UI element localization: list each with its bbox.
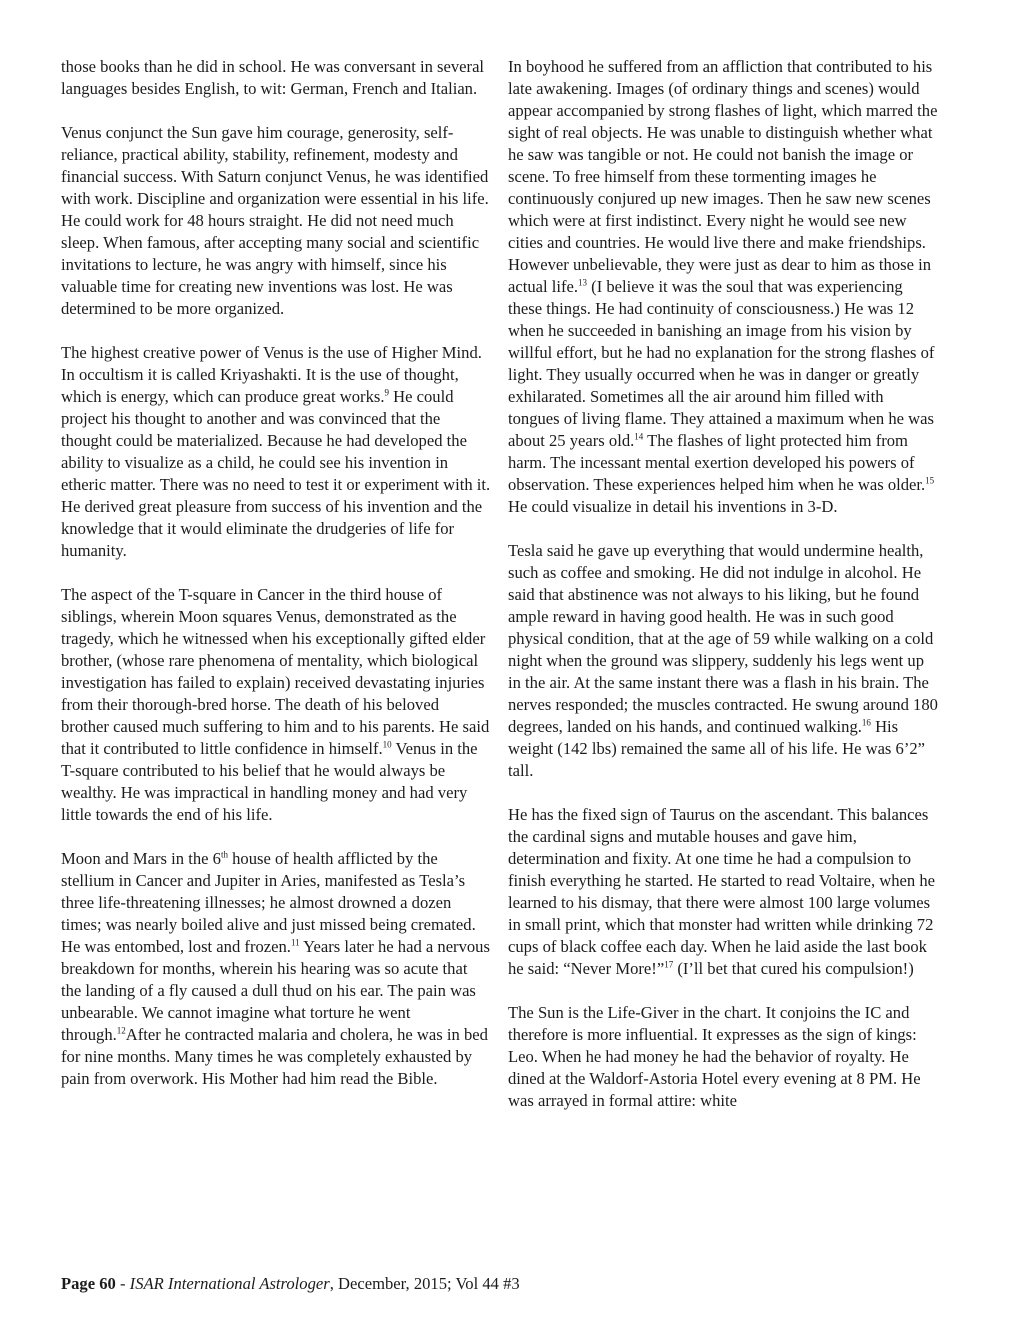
issue-info: , December, 2015; Vol 44 #3 (329, 1274, 520, 1293)
left-column (61, 56, 491, 1090)
footnote-ref: 15 (925, 475, 935, 486)
paragraph-health: Tesla said he gave up everything that would undermine health, such as coffee and smoking. He did not indulge in alcohol. He said that abstinence was not always to his liking, but he found ample reward in having good health. He was in such good physical condition, that at the age of 59 while walking on a cold night when the ground was slippery, suddenly his legs went up in the air. At the same instant there was a flash in his brain. The nerves responded; the muscles contracted. He swung around 180 degrees, landed on his hands, and continued walking.$^{16}$ His weight (142 lbs) remained the same all of his life. He was 6’2” tall. (508, 541, 938, 780)
footnote-ref: 11 (290, 937, 300, 948)
publication-title: ISAR International Astrologer (129, 1274, 330, 1293)
paragraph-higher-mind: The highest creative power of Venus is the use of Higher Mind. In occultism it is called Kriyashakti. It is the use of thought, which is energy, which can produce great works.$^9$ He could project his thought to another and was convinced that the thought could be materialized. Because he had developed the ability to visualize as a child, he could see his invention in etheric matter. There was no need to test it or experiment with it. He derived great pleasure from success of his invention and the knowledge that it would eliminate the drudgeries of life for humanity. (61, 343, 491, 560)
ordinal-suffix: th (220, 849, 228, 860)
page-footer (61, 1274, 520, 1294)
paragraph-venus-sun: Venus conjunct the Sun gave him courage, generosity, self-reliance, practical ability, stability, refinement, modesty and financial success. With Saturn conjunct Venus, he was identified with work. Discipline and organization were essential in his life. He could work for 48 hours straight. He did not need much sleep. When famous, after accepting many social and scientific invitations to lecture, he was angry with himself, since his valuable time for creating new inventions was lost. He was determined to be more organized. (61, 123, 489, 318)
page-number: Page 60 (61, 1274, 116, 1293)
paragraph-moon-mars: Moon and Mars in the 6th house of health afflicted by the stellium in Cancer and Jupiter in Aries, manifested as Tesla’s three life-threatening illnesses; he almost drowned a dozen times; was nearly boiled alive and just missed being cremated. He was entombed, lost and frozen.$^{11}$ Years later he had a nervous breakdown for months, wherein his hearing was so acute that the landing of a fly caused a dull thud on his ear. The pain was unbearable. We cannot imagine what torture he went through.$^{12}$After he contracted malaria and cholera, he was in bed for nine months. Many times he was completely exhausted by pain from overwork. His Mother had him read the Bible. (61, 849, 490, 1088)
right-column (508, 56, 938, 1112)
paragraph-t-square: The aspect of the T-square in Cancer in the third house of siblings, wherein Moon squares Venus, demonstrated as the tragedy, which he witnessed when his exceptionally gifted elder brother, (whose rare phenomena of mentality, which biological investigation has failed to explain) received devastating injuries from their thorough-bred horse. The death of his beloved brother caused much suffering to him and to his parents. He said that it contributed to little confidence in himself.$^{10}$ Venus in the T-square contributed to his belief that he would always be wealthy. He was impractical in handling money and had very little towards the end of his life. (61, 585, 490, 824)
footer-separator: - (115, 1274, 130, 1293)
footnote-ref: 10 (382, 739, 392, 750)
footnote-ref: 12 (116, 1025, 126, 1036)
footnote-ref: 14 (634, 431, 644, 442)
paragraph-sun-life-giver: The Sun is the Life-Giver in the chart. It conjoins the IC and therefore is more influential. It expresses as the sign of kings: Leo. When he had money he had the behavior of royalty. He dined at the Waldorf-Astoria Hotel every evening at 8 PM. He was arrayed in formal attire: white (508, 1003, 921, 1110)
footnote-ref: 13 (578, 277, 588, 288)
footnote-ref: 16 (861, 717, 871, 728)
footnote-ref: 17 (664, 959, 674, 970)
paragraph-taurus: He has the fixed sign of Taurus on the ascendant. This balances the cardinal signs and mutable houses and gave him, determination and fixity. At one time he had a compulsion to finish everything he started. He started to read Voltaire, when he learned to his dismay, that there were almost 100 large volumes in small print, which that monster had written while drinking 72 cups of black coffee each day. When he laid aside the last book he said: “Never More!”$^{17}$ (I’ll bet that cured his compulsion!) (508, 805, 936, 978)
paragraph-books: those books than he did in school. He was conversant in several languages besides English, to wit: German, French and Italian. (61, 57, 485, 98)
paragraph-boyhood: In boyhood he suffered from an affliction that contributed to his late awakening. Images (of ordinary things and scenes) would appear accompanied by strong flashes of light, which marred the sight of real objects. He was unable to distinguish whether what he saw was tangible or not. He could not banish the image or scene. To free himself from these tormenting images he continuously conjured up new images. Then he saw new scenes which were at first indistinct. Every night he would see new cities and countries. He would live there and make friendships. However unbelievable, they were just as dear to him as those in actual life.$^{13}$ (I believe it was the soul that was experiencing these things. He had continuity of consciousness.) He was 12 when he succeeded in banishing an image from his vision by willful effort, but he had no explanation for the strong flashes of light. They usually occurred when he was in danger or greatly exhilarated. Sometimes all the air around him filled with tongues of living flame. They attained a maximum when he was about 25 years old.$^{14}$ The flashes of light protected him from harm. The incessant mental exertion developed his powers of observation. These experiences helped him when he was older.$^{15}$ He could visualize in detail his inventions in 3-D. (508, 57, 938, 516)
footnote-ref: 9 (384, 387, 389, 398)
